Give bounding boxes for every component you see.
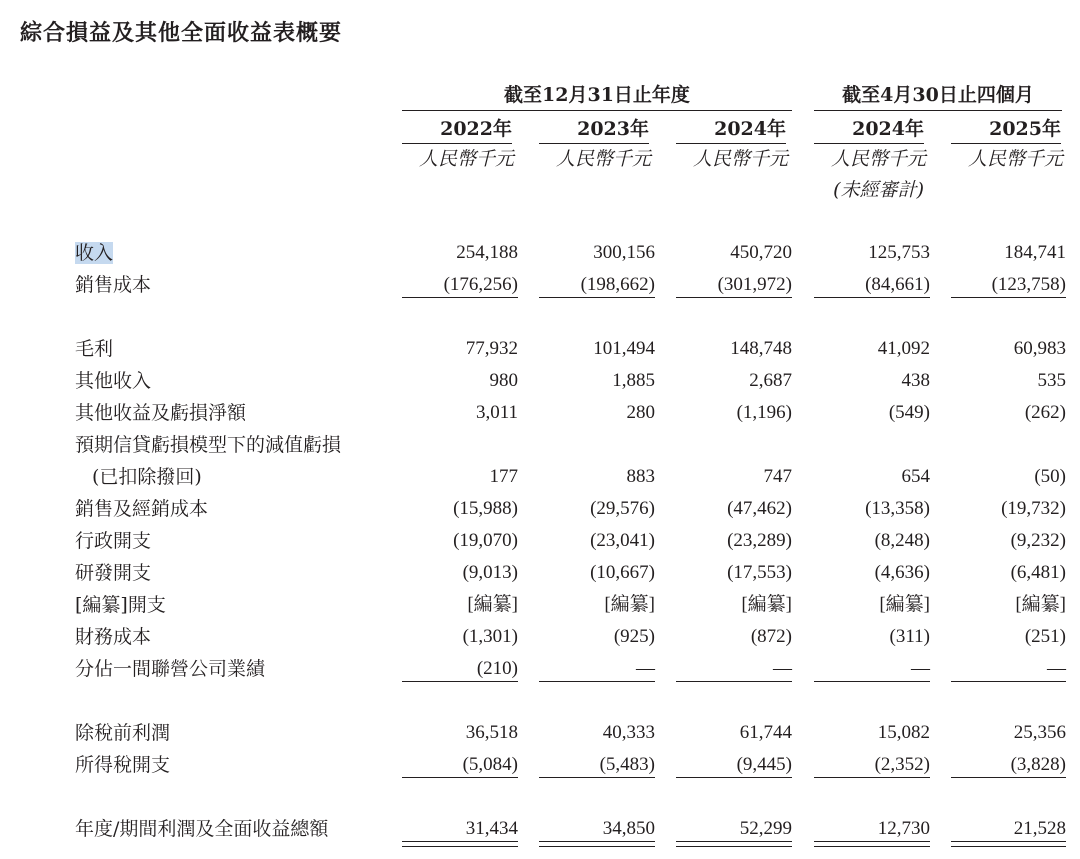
- cell-profit-before-tax-col1: 36,518: [465, 722, 518, 743]
- cell-income-tax-col5: (3,828): [1010, 754, 1066, 775]
- cell-gross-profit-col2: 101,494: [593, 338, 655, 359]
- subtotal-rule: [676, 681, 792, 682]
- cell-administrative-expenses-col2: (23,041): [590, 530, 655, 551]
- cell-profit-before-tax-col3: 61,744: [739, 722, 792, 743]
- cell-income-tax-col2: (5,483): [599, 754, 655, 775]
- cell-other-gains-losses-col4: (549): [888, 402, 930, 423]
- header-unit: 人民幣千元: [692, 148, 788, 170]
- row-label-revenue: [75, 238, 113, 268]
- header-year-2022: 2022年: [402, 114, 512, 144]
- cell-total-profit-col4: 12,730: [877, 818, 930, 839]
- cell-income-tax-col1: (5,084): [462, 754, 518, 775]
- total-double-rule-top: [402, 841, 518, 842]
- header-group-four-months: 截至4月30日止四個月: [814, 80, 1062, 111]
- subtotal-rule: [402, 297, 518, 298]
- cell-listing-expenses-col5: [編纂]: [1015, 594, 1066, 615]
- subtotal-rule: [951, 681, 1066, 682]
- cell-share-of-associate-col4: —: [911, 658, 930, 679]
- cell-administrative-expenses-col3: (23,289): [727, 530, 792, 551]
- row-label-gross-profit: 毛利: [75, 338, 114, 360]
- cell-selling-distribution-cost-col1: (15,988): [453, 498, 518, 519]
- cell-impairment-loss-col3: [662, 430, 792, 460]
- header-unaudited-note: (未經審計): [833, 179, 924, 201]
- subtotal-rule: [951, 297, 1066, 298]
- cell-selling-distribution-cost-col2: (29,576): [590, 498, 655, 519]
- cell-cost-of-sales-col3: (301,972): [717, 274, 792, 295]
- subtotal-rule: [951, 777, 1066, 778]
- cell-total-profit-col1: 31,434: [465, 818, 518, 839]
- cell-other-gains-losses-col3: (1,196): [736, 402, 792, 423]
- cell-listing-expenses-col3: [編纂]: [741, 594, 792, 615]
- subtotal-rule: [402, 777, 518, 778]
- header-unit: 人民幣千元: [418, 148, 514, 170]
- cell-rd-expenses-col3: (17,553): [727, 562, 792, 583]
- cell-other-income-col1: 980: [489, 370, 518, 391]
- subtotal-rule: [539, 297, 655, 298]
- row-label-share-of-associate: 分佔一間聯營公司業績: [75, 658, 266, 680]
- cell-other-income-col2: 1,885: [612, 370, 655, 391]
- row-label-administrative-expenses: 行政開支: [75, 530, 152, 552]
- header-year-2023: 2023年: [539, 114, 649, 144]
- cell-other-income-col4: 438: [901, 370, 930, 391]
- cell-other-income-col3: 2,687: [749, 370, 792, 391]
- row-label-listing-expenses: [編纂]開支: [75, 594, 166, 616]
- cell-profit-before-tax-col4: 15,082: [877, 722, 930, 743]
- cell-rd-expenses-col2: (10,667): [590, 562, 655, 583]
- cell-listing-expenses-col2: [編纂]: [604, 594, 655, 615]
- row-label-rd-expenses: 研發開支: [75, 562, 152, 584]
- cell-rd-expenses-col5: (6,481): [1010, 562, 1066, 583]
- subtotal-rule: [676, 777, 792, 778]
- cell-revenue-col3: 450,720: [730, 242, 792, 263]
- cell-income-tax-col3: (9,445): [736, 754, 792, 775]
- cell-total-profit-col5: 21,528: [1013, 818, 1066, 839]
- header-year-2024: 2024年: [676, 114, 786, 144]
- cell-income-tax-col4: (2,352): [874, 754, 930, 775]
- cell-finance-costs-col5: (251): [1024, 626, 1066, 647]
- row-label-total-profit: 年度/期間利潤及全面收益總額: [75, 818, 329, 840]
- cell-profit-before-tax-col2: 40,333: [602, 722, 655, 743]
- cell-impairment-loss-col5: [936, 430, 1066, 460]
- cell-revenue-col2: 300,156: [593, 242, 655, 263]
- cell-impairment-loss-col4: [800, 430, 930, 460]
- cell-gross-profit-col1: 77,932: [465, 338, 518, 359]
- total-double-rule-top: [676, 841, 792, 842]
- cell-selling-distribution-cost-col5: (19,732): [1001, 498, 1066, 519]
- cell-gross-profit-col4: 41,092: [877, 338, 930, 359]
- subtotal-rule: [539, 681, 655, 682]
- cell-impairment-loss-col2: [525, 430, 655, 460]
- subtotal-rule: [539, 777, 655, 778]
- total-double-rule-top: [814, 841, 930, 842]
- row-label-selling-distribution-cost: 銷售及經銷成本: [75, 498, 209, 520]
- cell-cost-of-sales-col4: (84,661): [865, 274, 930, 295]
- row-label-impairment-net-reversal: (已扣除撥回): [92, 466, 202, 488]
- total-double-rule-top: [951, 841, 1066, 842]
- cell-gross-profit-col3: 148,748: [730, 338, 792, 359]
- cell-share-of-associate-col5: —: [1047, 658, 1066, 679]
- subtotal-rule: [814, 681, 930, 682]
- cell-total-profit-col2: 34,850: [602, 818, 655, 839]
- cell-administrative-expenses-col4: (8,248): [874, 530, 930, 551]
- cell-administrative-expenses-col5: (9,232): [1010, 530, 1066, 551]
- page-title: 綜合損益及其他全面收益表概要: [20, 20, 343, 46]
- cell-impairment-net-reversal-col3: 747: [763, 466, 792, 487]
- cell-finance-costs-col2: (925): [613, 626, 655, 647]
- row-label-other-gains-losses: 其他收益及虧損淨額: [75, 402, 247, 424]
- row-label-impairment-loss: 預期信貸虧損模型下的減值虧損: [75, 434, 342, 456]
- cell-listing-expenses-col1: [編纂]: [467, 594, 518, 615]
- header-period-2025: 2025年: [951, 114, 1061, 144]
- cell-rd-expenses-col1: (9,013): [462, 562, 518, 583]
- cell-share-of-associate-col3: —: [773, 658, 792, 679]
- cell-revenue-col4: 125,753: [868, 242, 930, 263]
- total-double-rule-top: [539, 841, 655, 842]
- cell-finance-costs-col3: (872): [750, 626, 792, 647]
- header-group-year: 截至12月31日止年度: [402, 80, 792, 111]
- cell-gross-profit-col5: 60,983: [1013, 338, 1066, 359]
- cell-other-gains-losses-col1: 3,011: [475, 402, 518, 423]
- row-label-finance-costs: 財務成本: [75, 626, 152, 648]
- cell-selling-distribution-cost-col3: (47,462): [727, 498, 792, 519]
- cell-other-gains-losses-col5: (262): [1024, 402, 1066, 423]
- header-period-2024: 2024年: [814, 114, 924, 144]
- cell-selling-distribution-cost-col4: (13,358): [865, 498, 930, 519]
- cell-impairment-loss-col1: [388, 430, 518, 460]
- cell-cost-of-sales-col2: (198,662): [580, 274, 655, 295]
- cell-administrative-expenses-col1: (19,070): [453, 530, 518, 551]
- cell-cost-of-sales-col1: (176,256): [443, 274, 518, 295]
- row-label-highlight: 收入: [75, 242, 114, 264]
- cell-impairment-net-reversal-col5: (50): [1034, 466, 1066, 487]
- cell-rd-expenses-col4: (4,636): [874, 562, 930, 583]
- total-double-rule-bottom: [814, 846, 930, 847]
- cell-impairment-net-reversal-col4: 654: [901, 466, 930, 487]
- subtotal-rule: [814, 297, 930, 298]
- cell-profit-before-tax-col5: 25,356: [1013, 722, 1066, 743]
- cell-impairment-net-reversal-col1: 177: [489, 466, 518, 487]
- total-double-rule-bottom: [676, 846, 792, 847]
- cell-finance-costs-col4: (311): [889, 626, 930, 647]
- cell-listing-expenses-col4: [編纂]: [879, 594, 930, 615]
- cell-finance-costs-col1: (1,301): [462, 626, 518, 647]
- header-unit: 人民幣千元: [967, 148, 1063, 170]
- cell-other-gains-losses-col2: 280: [626, 402, 655, 423]
- row-label-profit-before-tax: 除稅前利潤: [75, 722, 171, 744]
- cell-revenue-col1: 254,188: [456, 242, 518, 263]
- header-unit: 人民幣千元: [555, 148, 651, 170]
- cell-cost-of-sales-col5: (123,758): [991, 274, 1066, 295]
- total-double-rule-bottom: [402, 846, 518, 847]
- row-label-cost-of-sales: 銷售成本: [75, 274, 152, 296]
- cell-impairment-net-reversal-col2: 883: [626, 466, 655, 487]
- total-double-rule-bottom: [539, 846, 655, 847]
- cell-total-profit-col3: 52,299: [739, 818, 792, 839]
- total-double-rule-bottom: [951, 846, 1066, 847]
- subtotal-rule: [676, 297, 792, 298]
- cell-share-of-associate-col1: (210): [476, 658, 518, 679]
- subtotal-rule: [814, 777, 930, 778]
- row-label-income-tax: 所得稅開支: [75, 754, 171, 776]
- header-unit: 人民幣千元: [830, 148, 926, 170]
- cell-revenue-col5: 184,741: [1004, 242, 1066, 263]
- cell-other-income-col5: 535: [1037, 370, 1066, 391]
- cell-share-of-associate-col2: —: [636, 658, 655, 679]
- subtotal-rule: [402, 681, 518, 682]
- row-label-other-income: 其他收入: [75, 370, 152, 392]
